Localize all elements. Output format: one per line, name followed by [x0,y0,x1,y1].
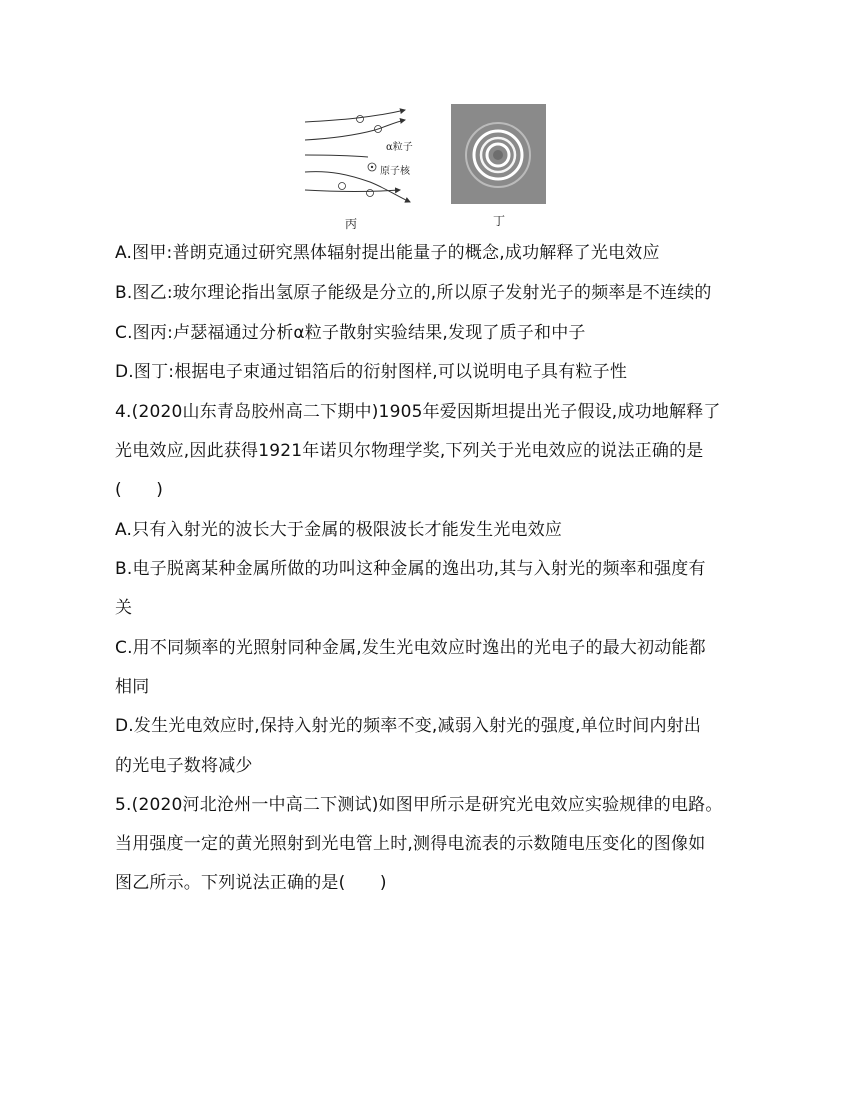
option-c-q4-line-1: C.用不同频率的光照射同种金属,发生光电效应时逸出的光电子的最大初动能都 [115,638,706,658]
option-b-q4-line-2: 关 [115,598,133,618]
figure-caption-bing: 丙 [345,217,358,231]
question-4-line-1: 4.(2020山东青岛胶州高二下期中)1905年爱因斯坦提出光子假设,成功地解释了 [115,402,721,422]
option-c-q4-line-2: 相同 [115,677,150,697]
option-c-q3: C.图丙:卢瑟福通过分析α粒子散射实验结果,发现了质子和中子 [115,323,586,343]
option-d-q4-line-2: 的光电子数将减少 [115,756,253,776]
option-a-q3: A.图甲:普朗克通过研究黑体辐射提出能量子的概念,成功解释了光电效应 [115,243,660,263]
question-5-line-2: 当用强度一定的黄光照射到光电管上时,测得电流表的示数随电压变化的图像如 [115,834,706,854]
alpha-scattering-diagram [300,100,420,210]
option-b-q3: B.图乙:玻尔理论指出氢原子能级是分立的,所以原子发射光子的频率是不连续的 [115,283,712,303]
question-4-line-2: 光电效应,因此获得1921年诺贝尔物理学奖,下列关于光电效应的说法正确的是 [115,441,704,461]
question-5-line-3: 图乙所示。下列说法正确的是( ) [115,873,387,893]
question-5-line-1: 5.(2020河北沧州一中高二下测试)如图甲所示是研究光电效应实验规律的电路。 [115,795,723,815]
option-b-q4-line-1: B.电子脱离某种金属所做的功叫这种金属的逸出功,其与入射光的频率和强度有 [115,559,706,579]
figure-ding [451,104,546,234]
nucleus-label: 原子核 [380,166,410,177]
option-d-q3: D.图丁:根据电子束通过铝箔后的衍射图样,可以说明电子具有粒子性 [115,362,628,382]
option-a-q4: A.只有入射光的波长大于金属的极限波长才能发生光电效应 [115,520,563,540]
question-4-answer-blank: ( ) [115,480,164,500]
figure-bing [300,100,420,230]
option-d-q4-line-1: D.发生光电效应时,保持入射光的频率不变,减弱入射光的强度,单位时间内射出 [115,716,702,736]
figure-caption-ding: 丁 [493,214,506,228]
alpha-particle-label: α粒子 [386,142,413,153]
diffraction-pattern-image [451,104,546,204]
